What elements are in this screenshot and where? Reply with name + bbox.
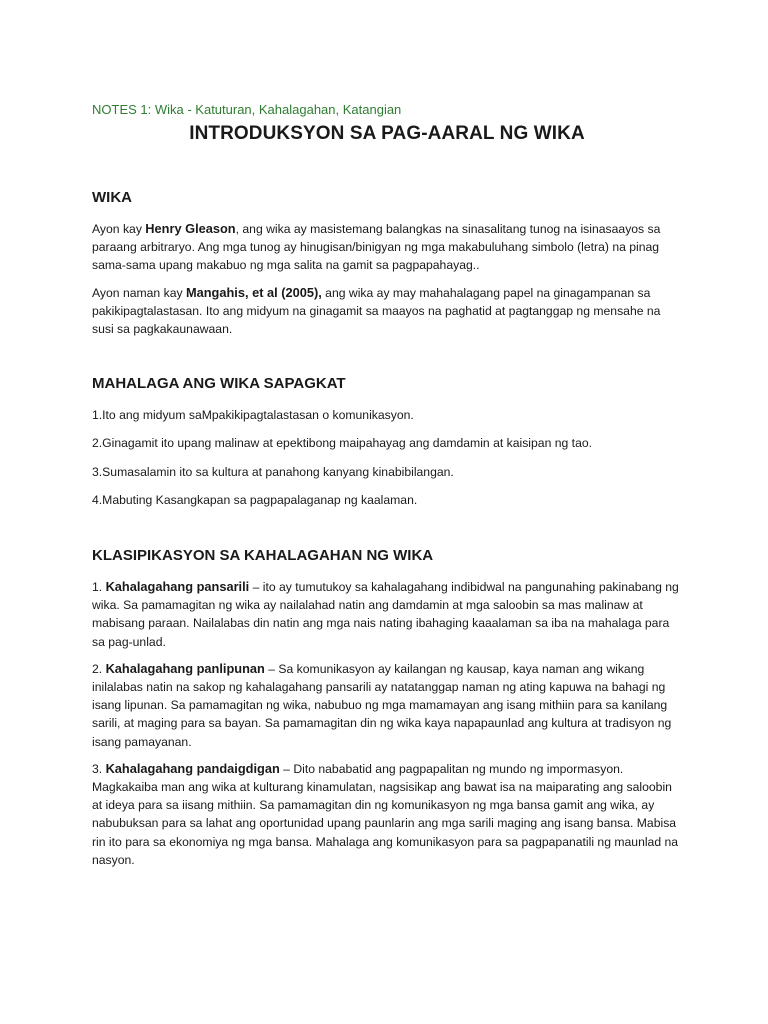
paragraph-pansarili [92, 578, 682, 651]
item-term: Kahalagahang pansarili [105, 579, 250, 595]
item-text: – Sa komunikasyon ay kailangan ng kausap, kaya naman ang wikang inilalabas natin na sakop ng kahalagahang pansarili ay natatanggap naman ng ating kapuwa na bahagi ng isang lipunan. Sa pamamagitan ng wika, nabubuo ng mga mamamayan ang isang mithiin para sa kanilang sarili, at maging para sa bayan. Sa pamamagitan din ng wika kaya napapaunlad ang kultura at tradisyon ng isang pamayanan. [92, 661, 672, 749]
list-item: 1.Ito ang midyum saMpakikipagtalastasan o komunikasyon. [92, 408, 414, 423]
text-segment: ang wika ay may mahahalagang papel na ginagampanan sa pakikipagtalastasan. Ito ang midyum na ginagamit sa maayos na paghatid at pagtanggap ng mensahe na susi sa pagkakaunawaan. [92, 285, 661, 337]
list-item: 4.Mabuting Kasangkapan sa pagpapalaganap ng kaalaman. [92, 492, 418, 507]
item-text: – ito ay tumutukoy sa kahalagahang indibidwal na pangunahing pakinabang ng wika. Sa pamamagitan ng wika ay nailalahad natin ang damdamin at mga saloobin sa mas malinaw at mabisang paraan. Nailalabas din natin ang mga nais nating ibahaging kaaalaman sa iba na mahalaga para sa pag-unlad. [92, 580, 679, 649]
text-segment: , ang wika ay masistemang balangkas na sinasalitang tunog na isinasaayos sa paraang arbitraryo. Ang mga tunog ay hinugisan/binigyan ng mga makabuluhang simbolo (letra) na pinag sama-sama upang makabuo ng mga salita na gamit sa pagpapahayag.. [92, 222, 661, 273]
paragraph-gleason [92, 220, 682, 275]
paragraph-panlipunan [92, 660, 682, 751]
item-number: 2. [92, 661, 106, 676]
item-term: Kahalagahang panlipunan [105, 660, 265, 676]
item-text: – Dito nababatid ang pagpapalitan ng mundo ng impormasyon. Magkakaiba man ang wika at kulturang kinamulatan, nagsisikap ang bawat isa na maiparating ang saloobin at ideya para sa iisang mithiin. Sa pamamagitan din ng komunikasyon ng mga bansa gamit ang wika, ay nabubuksan para sa lahat ang oportunidad upang paunlarin ang mga sarili maging ang isang bansa. Mabisa rin ito para sa ekonomiya ng mga bansa. Mahalaga ang komunikasyon para sa pagpapanatili ng maunlad na nasyon. [92, 761, 679, 867]
list-item: 3.Sumasalamin ito sa kultura at panahong kanyang kinabibilangan. [92, 464, 454, 479]
author-name: Mangahis, et al (2005), [185, 284, 322, 300]
author-name: Henry Gleason [145, 221, 236, 236]
paragraph-mangahis [92, 284, 682, 339]
text-segment: Ayon naman kay [92, 285, 186, 300]
section-heading-mahalaga: MAHALAGA ANG WIKA SAPAGKAT [92, 375, 346, 393]
list-item: 2.Ginagamit ito upang malinaw at epektibong maipahayag ang damdamin at kaisipan ng tao. [92, 436, 593, 451]
item-term: Kahalagahang pandaigdigan [105, 760, 280, 776]
page-title: INTRODUKSYON SA PAG-AARAL NG WIKA [189, 123, 585, 144]
paragraph-pandaigdigan [92, 760, 682, 869]
notes-label: NOTES 1: Wika - Katuturan, Kahalagahan, Katangian [92, 102, 402, 117]
text-segment: Ayon kay [92, 222, 146, 236]
section-heading-klasipikasyon: KLASIPIKASYON SA KAHALAGAHAN NG WIKA [92, 547, 434, 565]
document-page [92, 102, 682, 878]
item-number: 1. [92, 580, 106, 595]
section-heading-wika: WIKA [92, 189, 132, 206]
item-number: 3. [92, 761, 106, 776]
